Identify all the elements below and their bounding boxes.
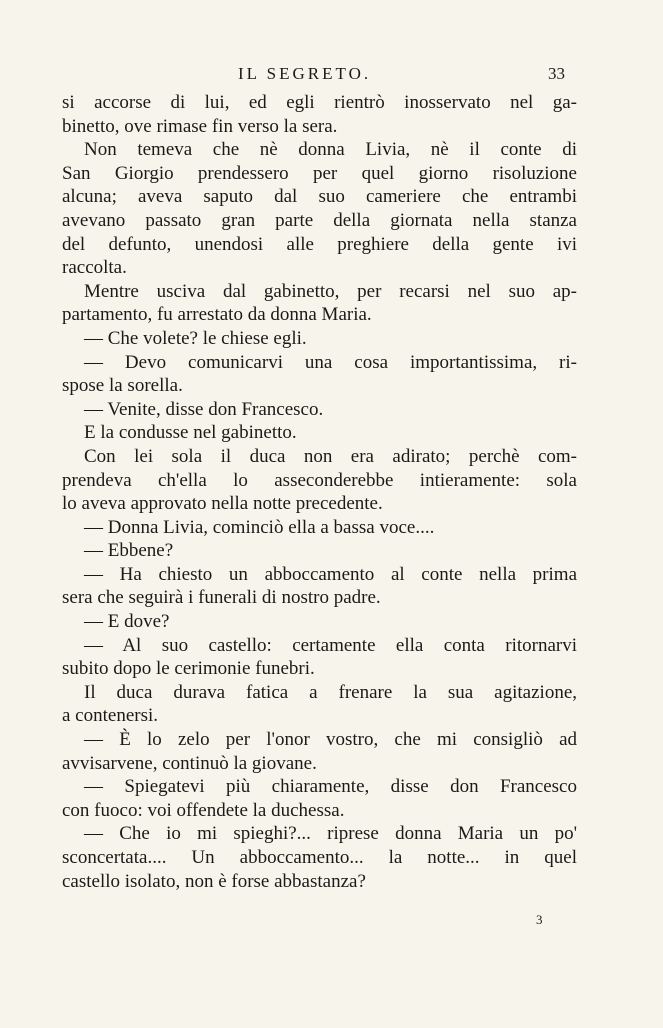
text-line: binetto, ove rimase fin verso la sera. xyxy=(62,115,338,137)
text-line: — Al suo castello: certamente ella conta ritornarvi xyxy=(84,634,577,656)
text-line: avevano passato gran parte della giornata nella stanza xyxy=(62,209,577,231)
text-line: castello isolato, non è forse abbastanza? xyxy=(62,870,366,892)
text-line: spose la sorella. xyxy=(62,375,183,397)
text-line: Con lei sola il duca non era adirato; perchè com- xyxy=(84,445,577,467)
text-line: partamento, fu arrestato da donna Maria. xyxy=(62,304,372,326)
text-line: a contenersi. xyxy=(62,705,159,727)
text-line: Non temeva che nè donna Livia, nè il conte di xyxy=(84,139,577,161)
text-line: — Donna Livia, cominciò ella a bassa voce.... xyxy=(84,516,435,538)
text-line: del defunto, unendosi alle preghiere della gente ivi xyxy=(62,233,577,255)
text-line: sera che seguirà i funerali di nostro padre. xyxy=(62,587,381,609)
body-text xyxy=(62,91,577,893)
text-line: — Venite, disse don Francesco. xyxy=(84,398,324,420)
text-line: — Spiegatevi più chiaramente, disse don Francesco xyxy=(84,776,577,798)
text-line: alcuna; aveva saputo dal suo cameriere che entrambi xyxy=(62,186,577,208)
text-line: avvisarvene, continuò la giovane. xyxy=(62,752,317,774)
signature-mark: 3 xyxy=(536,912,543,927)
running-title: IL SEGRETO. xyxy=(238,64,372,83)
text-line: — Devo comunicarvi una cosa importantissima, ri- xyxy=(84,351,577,373)
text-line: — Che volete? le chiese egli. xyxy=(84,327,307,349)
text-line: sconcertata.... Un abboccamento... la notte... in quel xyxy=(62,847,577,868)
text-line: lo aveva approvato nella notte precedente. xyxy=(62,493,383,515)
text-line: raccolta. xyxy=(62,257,127,279)
text-line: con fuoco: voi offendete la duchessa. xyxy=(62,799,345,821)
text-line: — E dove? xyxy=(84,611,170,633)
page-number: 33 xyxy=(548,64,565,83)
text-line: San Giorgio prendessero per quel giorno risoluzione xyxy=(62,162,577,184)
text-line: subito dopo le cerimonie funebri. xyxy=(62,658,315,680)
text-line: prendeva ch'ella lo asseconderebbe intieramente: sola xyxy=(62,469,577,491)
text-line: Il duca durava fatica a frenare la sua agitazione, xyxy=(84,681,577,703)
text-line: si accorse di lui, ed egli rientrò inosservato nel ga- xyxy=(62,92,577,113)
page-header xyxy=(0,64,663,88)
text-line: E la condusse nel gabinetto. xyxy=(84,422,297,444)
text-line: Mentre usciva dal gabinetto, per recarsi nel suo ap- xyxy=(84,280,577,302)
text-line: — Che io mi spieghi?... riprese donna Maria un po' xyxy=(84,823,577,845)
text-line: — Ha chiesto un abboccamento al conte nella prima xyxy=(84,563,577,585)
text-line: — Ebbene? xyxy=(84,540,174,562)
text-line: — È lo zelo per l'onor vostro, che mi consigliò ad xyxy=(84,729,577,751)
